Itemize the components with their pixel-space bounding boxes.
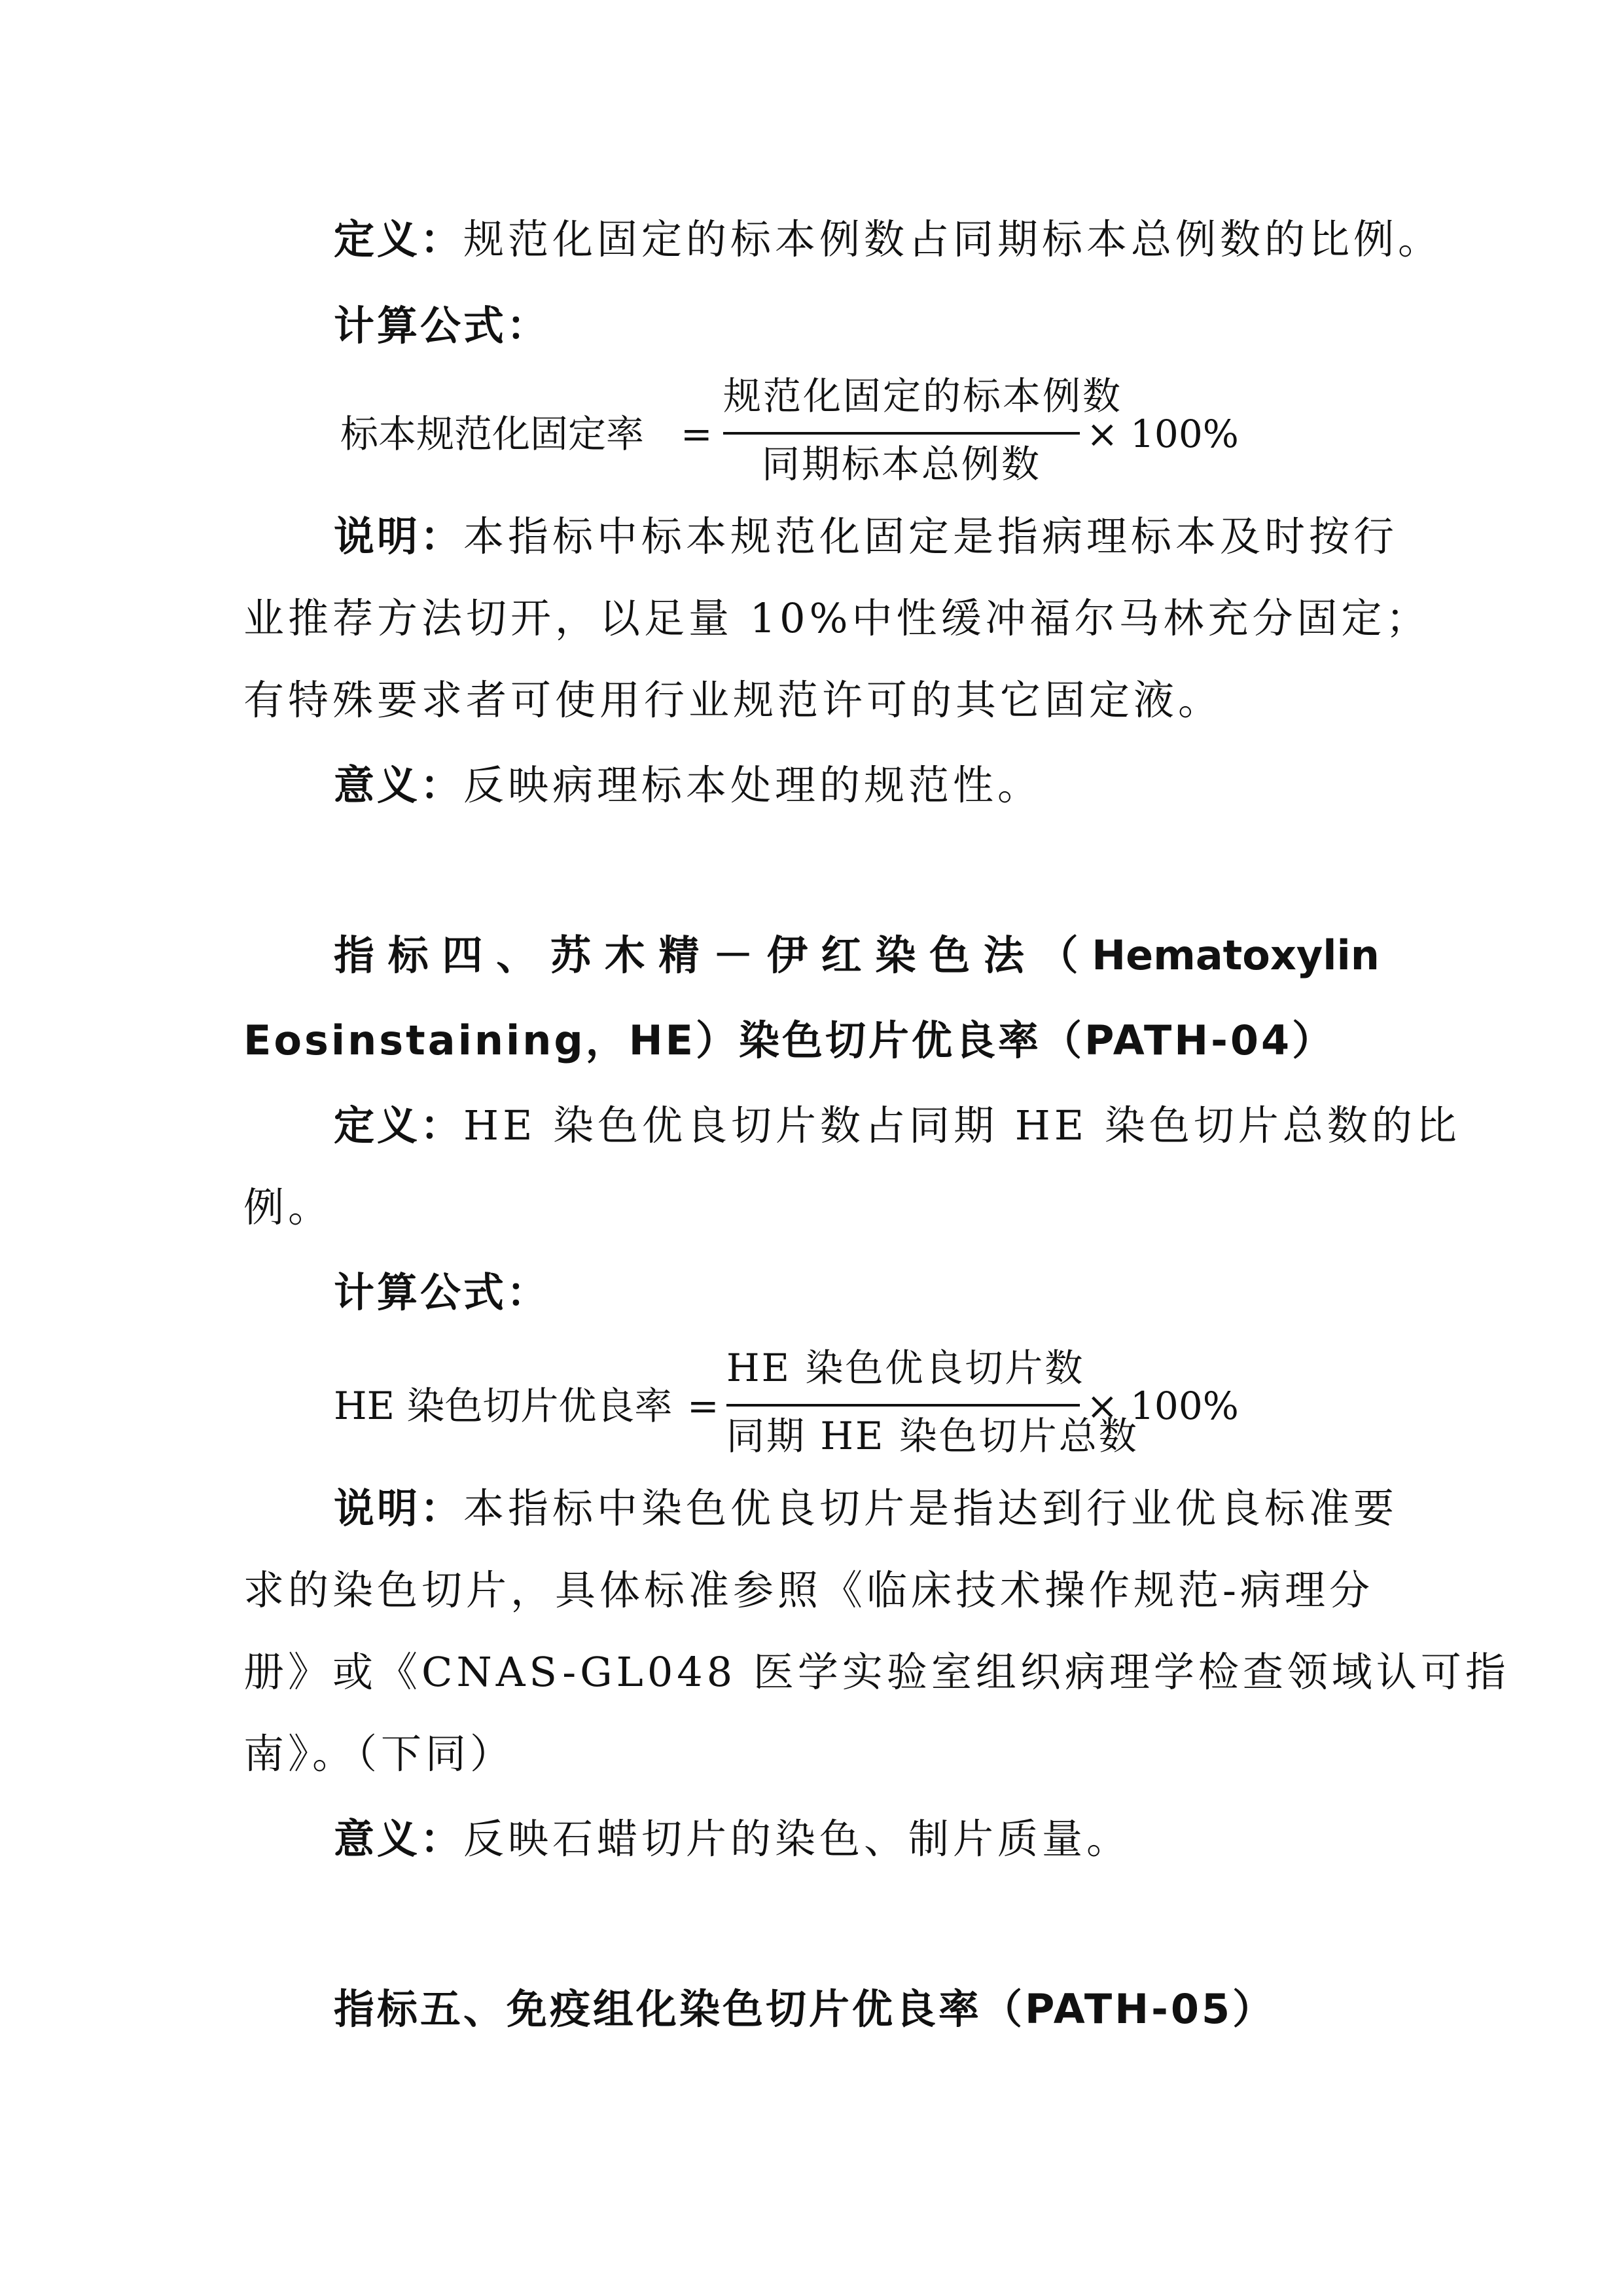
meaning-text: 反映石蜡切片的染色、制片质量。 <box>463 1815 1132 1863</box>
formula-multiplier: × 100% <box>1086 1384 1239 1428</box>
note-line-3: 有特殊要求者可使用行业规范许可的其它固定液。 <box>243 676 1223 724</box>
note-text: 本指标中标本规范化固定是指病理标本及时按行 <box>463 512 1399 560</box>
meaning-label: 意义： <box>334 761 464 809</box>
formula-numerator: HE 染色优良切片数 <box>726 1346 1085 1390</box>
formula-lhs: 标本规范化固定率 <box>340 412 645 456</box>
formula-he-rate <box>334 1345 1315 1463</box>
definition-line-1 <box>334 1100 1461 1152</box>
note-line-2: 求的染色切片，具体标准参照《临床技术操作规范-病理分 <box>243 1566 1374 1614</box>
formula-numerator: 规范化固定的标本例数 <box>723 374 1123 418</box>
note-line-1 <box>334 1482 1399 1535</box>
formula-label: 计算公式： <box>334 302 550 350</box>
formula-label-line <box>334 1266 1380 1319</box>
note-line-1 <box>334 511 1399 563</box>
fraction-bar <box>723 432 1080 435</box>
formula-equals: = <box>681 412 713 456</box>
meaning-text: 反映病理标本处理的规范性。 <box>463 761 1043 809</box>
formula-lhs: HE 染色切片优良率 <box>334 1384 673 1428</box>
definition-line-2: 例。 <box>243 1183 333 1231</box>
note-line-4: 南》。（下同） <box>243 1730 515 1778</box>
formula-multiplier: × 100% <box>1086 412 1239 456</box>
definition-label: 定义： <box>334 1102 464 1149</box>
note-line-3: 册》或《CNAS-GL048 医学实验室组织病理学检查领域认可指 <box>243 1648 1510 1696</box>
section-heading-path04-line1: 指 标 四 、 苏 木 精 － 伊 红 染 色 法 （ Hematoxylin <box>334 931 1380 979</box>
definition-text: 规范化固定的标本例数占同期标本总例数的比例。 <box>463 215 1443 263</box>
definition-text: HE 染色优良切片数占同期 HE 染色切片总数的比 <box>463 1102 1461 1149</box>
section-heading-path05: 指标五、免疫组化染色切片优良率（PATH-05） <box>334 1985 1276 2033</box>
note-line-2: 业推荐方法切开，以足量 10%中性缓冲福尔马林充分固定； <box>243 594 1431 642</box>
note-label: 说明： <box>334 1484 464 1532</box>
note-label: 说明： <box>334 512 464 560</box>
meaning-label: 意义： <box>334 1815 464 1863</box>
note-text: 本指标中染色优良切片是指达到行业优良标准要 <box>463 1484 1399 1532</box>
meaning-line <box>334 1813 1380 1865</box>
definition-label: 定义： <box>334 215 464 263</box>
formula-denominator: 同期标本总例数 <box>761 442 1041 486</box>
formula-equals: = <box>687 1384 719 1428</box>
formula-label: 计算公式： <box>334 1268 550 1316</box>
formula-fixation-rate <box>340 373 1322 491</box>
formula-label-line <box>334 300 1380 352</box>
section-heading-path04-line2: Eosinstaining，HE）染色切片优良率（PATH-04） <box>243 1016 1336 1064</box>
fraction-bar <box>726 1404 1080 1407</box>
definition-line <box>334 213 1443 266</box>
meaning-line <box>334 759 1380 812</box>
formula-denominator: 同期 HE 染色切片总数 <box>726 1414 1139 1458</box>
